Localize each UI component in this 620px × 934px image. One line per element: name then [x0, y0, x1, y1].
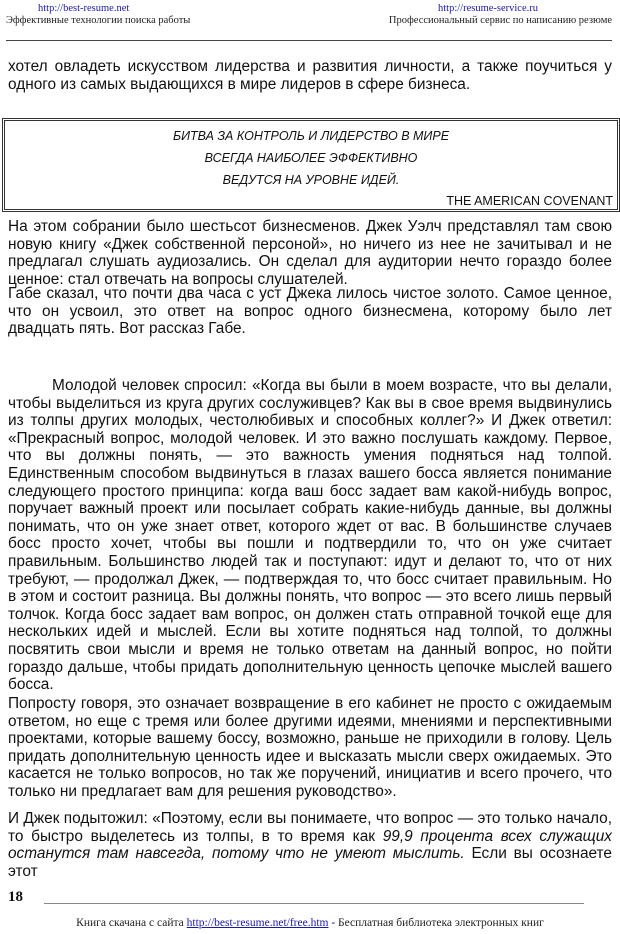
- header-right-caption: Профессиональный сервис по написанию резюме: [388, 15, 612, 26]
- paragraph: Габе сказал, что почти два часа с уст Джека лилось чистое золото. Самое ценное, что он усвоил, это ответ на вопрос одного бизнесмена, которому было лет двадцать пять. Вот рассказ Габе.: [8, 285, 612, 338]
- epigraph-source: THE AMERICAN COVENANT: [446, 194, 613, 208]
- page-number: 18: [8, 889, 23, 905]
- paragraph-italic-text: 99,9 процента всех служащих останутся там навсегда, потому что не умеют мыслить.: [8, 827, 613, 863]
- paragraph: На этом собрании было шестьсот бизнесменов. Джек Уэлч представлял там свою новую книгу «Джек собственной персоной», но ничего из нее не зачитывал и не предлагал слушать аудиозались. Он сделал для аудитории нечто гораздо более ценное: стал отвечать на вопросы слушателей.: [8, 218, 612, 288]
- paragraph: хотел овладеть искусством лидерства и развития личности, а также поучиться у одного из самых выдающихся в мире лидеров в сфере бизнеса.: [8, 58, 612, 93]
- paragraph-text: Если вы осознаете этот: [8, 845, 612, 880]
- epigraph-line: ВЕДУТСЯ НА УРОВНЕ ИДЕЙ.: [222, 173, 400, 187]
- epigraph-line: ВСЕГДА НАИБОЛЕЕ ЭФФЕКТИВНО: [204, 151, 418, 165]
- epigraph-line: БИТВА ЗА КОНТРОЛЬ И ЛИДЕРСТВО В МИРЕ: [172, 129, 450, 143]
- footer-suffix: - Бесплатная библиотека электронных книг: [328, 917, 544, 929]
- paragraph: Попросту говоря, это означает возвращение в его кабинет не просто с ожидаемым ответом, но еще с тремя или более другими идеями, мнениями и перспективными проектами, которые вашему боссу, возможно, раньше не приходили в голову. Цель придать дополнительную ценность идее и высказать мысли сверх ожидаемых. Это касается не только вопросов, но так же поручений, инициатив и всего прочего, что только ни предлагает вам для решения руководство».: [8, 695, 612, 800]
- paragraph-text: И Джек подытожил: «Поэтому, если вы понимаете, что вопрос — это только начало, то быстро выделетесь из толпы, в то время как: [8, 810, 612, 845]
- footer-text: [0, 917, 620, 929]
- header-right-link[interactable]: http://resume-service.ru: [437, 3, 538, 14]
- footer-divider: [44, 903, 584, 904]
- paragraph: [8, 810, 612, 880]
- header-left-link[interactable]: http://best-resume.net: [38, 3, 130, 14]
- paragraph: Молодой человек спросил: «Когда вы были в моем возрасте, что вы делали, чтобы выделиться из круга других сослуживцев? Как вы в свое время выдвинулись из толпы других молодых, честолюбивых и способных коллег?» И Джек ответил: «Прекрасный вопрос, молодой человек. И это важно послушать каждому. Первое, что вы должны понять, — это важность умения подняться над толпой. Единственным способом выдвинуться в глазах вашего босса является понимание следующего простого принципа: когда ваш босс задает вам какой-нибудь вопрос, поручает важный проект или посылает собрать какие-нибудь данные, вы должны понимать, что он уже знает ответ, которого ждет от вас. В большинстве случаев босс просто хочет, чтобы вы пошли и подтвердили то, что он уже считает правильным. Большинство людей так и поступают: идут и делают то, что от них требуют, — продолжал Джек, — подтверждая то, что босс считает правильным. Но в этом и состоит разница. Вы должны понять, что вопрос — это всего лишь первый толчок. Когда босс задает вам вопрос, он должен стать отправной точкой еще для нескольких идей и мыслей. Если вы хотите подняться над толпой, то должны посвятить свои мысли и время не только ответам на данный вопрос, но пойти гораздо дальше, чтобы придать дополнительную ценность цепочке мыслей вашего босса.: [8, 377, 612, 694]
- header-left-caption: Эффективные технологии поиска работы: [6, 15, 191, 26]
- footer-prefix: Книга скачана с сайта: [76, 917, 187, 929]
- epigraph-box: [2, 118, 620, 212]
- header-divider: [6, 40, 612, 41]
- footer-link[interactable]: http://best-resume.net/free.htm: [186, 917, 329, 929]
